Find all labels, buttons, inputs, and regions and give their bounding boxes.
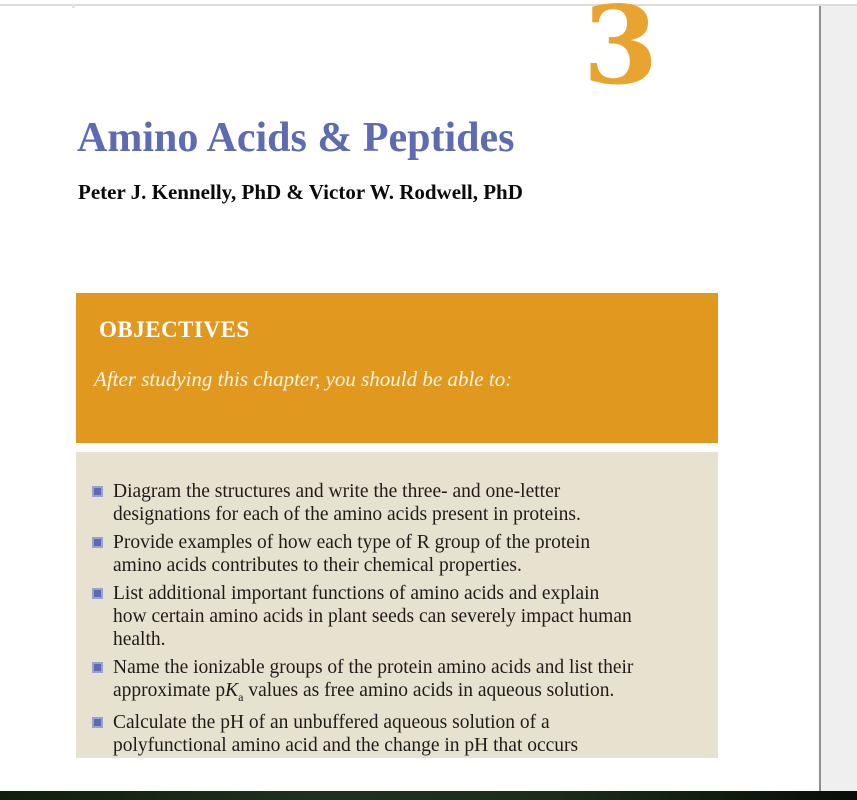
pka-pre: approximate p bbox=[113, 680, 226, 701]
pka-k-italic: K bbox=[225, 680, 239, 701]
objective-item bbox=[92, 656, 718, 702]
objective-line: Provide examples of how each type of R group of the protein bbox=[113, 532, 591, 553]
objectives-heading: OBJECTIVES bbox=[99, 317, 250, 342]
objective-item bbox=[92, 531, 718, 577]
objective-item bbox=[92, 582, 718, 651]
objective-line: polyfunctional amino acid and the change in pH that occurs bbox=[113, 735, 579, 756]
pka-subscript: a bbox=[238, 689, 244, 704]
objective-line-pka bbox=[113, 679, 633, 702]
objective-item bbox=[92, 480, 718, 526]
viewer-right-gutter bbox=[819, 6, 857, 791]
page-top-tick bbox=[72, 4, 75, 8]
chapter-authors: Peter J. Kennelly, PhD & Victor W. Rodwell, PhD bbox=[78, 180, 523, 204]
square-bullet-icon bbox=[92, 662, 103, 673]
footer-bar bbox=[0, 791, 857, 800]
square-bullet-icon bbox=[92, 717, 103, 728]
objective-line: health. bbox=[113, 629, 166, 650]
objective-text bbox=[113, 480, 581, 526]
objective-line: designations for each of the amino acids present in proteins. bbox=[113, 504, 581, 525]
objective-text bbox=[113, 582, 632, 651]
square-bullet-icon bbox=[92, 588, 103, 599]
chapter-number: 3 bbox=[583, 0, 659, 109]
objective-line: amino acids contributes to their chemical properties. bbox=[113, 555, 522, 576]
page-top-border bbox=[0, 4, 857, 6]
objective-text bbox=[113, 531, 590, 577]
objectives-subheading: After studying this chapter, you should be able to: bbox=[94, 367, 513, 391]
square-bullet-icon bbox=[92, 537, 103, 548]
objective-line: Name the ionizable groups of the protein amino acids and list their bbox=[113, 657, 634, 678]
objective-line: how certain amino acids in plant seeds can severely impact human bbox=[113, 606, 632, 627]
objective-text bbox=[113, 656, 633, 702]
objective-line: List additional important functions of amino acids and explain bbox=[113, 583, 600, 604]
objectives-header-box bbox=[76, 293, 718, 443]
objective-text bbox=[113, 711, 578, 757]
objective-line: Calculate the pH of an unbuffered aqueous solution of a bbox=[113, 712, 550, 733]
pka-post: values as free amino acids in aqueous solution. bbox=[243, 680, 615, 701]
objectives-list-box bbox=[76, 452, 718, 758]
square-bullet-icon bbox=[92, 486, 103, 497]
objective-line: Diagram the structures and write the three- and one-letter bbox=[113, 481, 561, 502]
chapter-title: Amino Acids & Peptides bbox=[77, 115, 515, 161]
objective-item bbox=[92, 711, 718, 757]
